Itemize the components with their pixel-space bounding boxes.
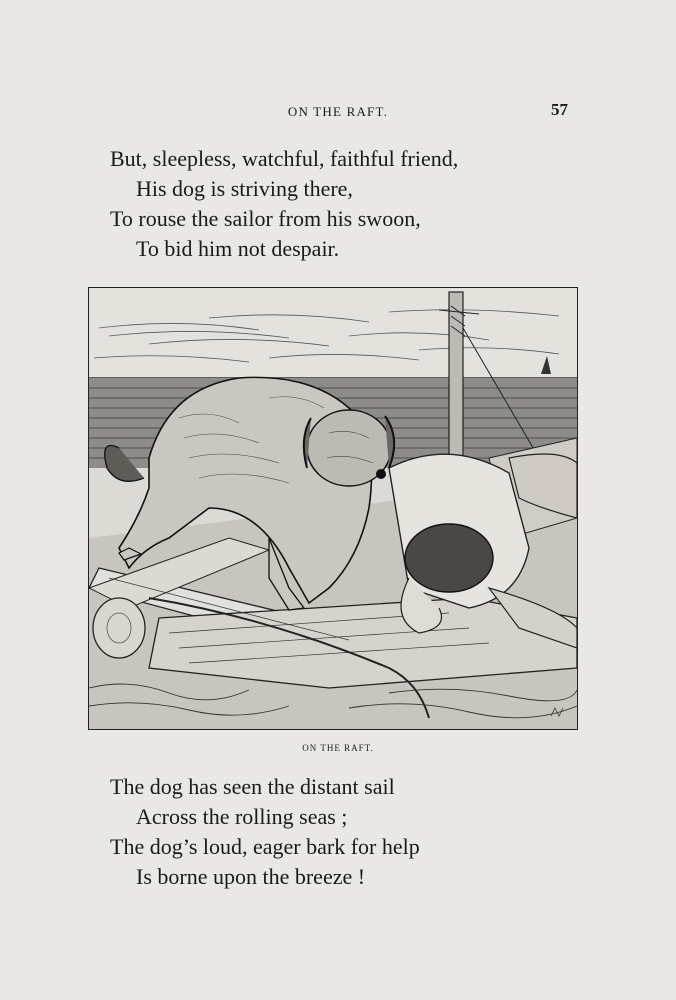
dog-nose xyxy=(376,469,386,479)
stanza-1 xyxy=(110,144,458,264)
verse-line: His dog is striving there, xyxy=(136,176,353,201)
raft-illustration xyxy=(88,287,578,730)
sailor-head xyxy=(405,524,493,592)
page-number: 57 xyxy=(551,100,568,119)
stanza-2 xyxy=(110,772,420,892)
verse-line: To bid him not despair. xyxy=(136,236,340,261)
verse-line: The dog has seen the distant sail xyxy=(110,774,395,799)
mast xyxy=(449,292,463,460)
running-title: ON THE RAFT. xyxy=(287,104,389,119)
floating-log xyxy=(93,598,145,658)
verse-line: Across the rolling seas ; xyxy=(136,804,348,829)
verse-line: But, sleepless, watchful, faithful friend, xyxy=(110,146,459,171)
verse-line: The dog’s loud, eager bark for help xyxy=(110,834,420,859)
verse-line: To rouse the sailor from his swoon, xyxy=(110,206,421,231)
illustration-caption: ON THE RAFT. xyxy=(302,743,374,753)
verse-line: Is borne upon the breeze ! xyxy=(136,864,366,889)
